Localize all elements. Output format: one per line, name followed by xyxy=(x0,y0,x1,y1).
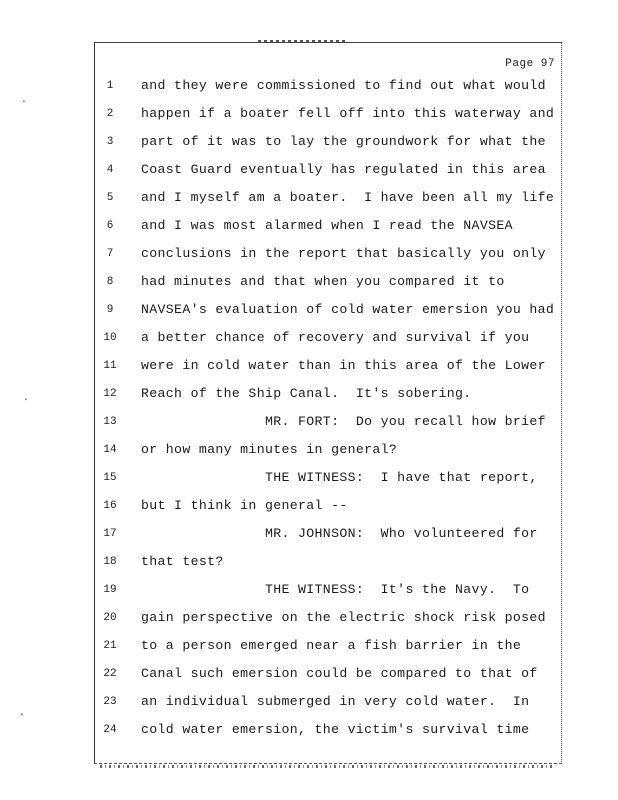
transcript-line: to a person emerged near a fish barrier in the xyxy=(141,638,522,653)
line-number: 13 xyxy=(103,416,117,428)
transcript-line: MR. FORT: Do you recall how brief xyxy=(141,414,546,429)
line-number: 9 xyxy=(106,304,114,316)
transcript-line: NAVSEA's evaluation of cold water emersion you had xyxy=(141,302,555,317)
line-number: 12 xyxy=(103,388,117,400)
line-number: 5 xyxy=(106,192,114,204)
transcript-line: gain perspective on the electric shock risk posed xyxy=(141,610,546,625)
line-number: 2 xyxy=(106,108,114,120)
scan-speck-mark: ⸱ xyxy=(24,393,28,409)
line-number: 24 xyxy=(103,724,117,736)
line-number: 8 xyxy=(106,276,114,288)
transcript-line: but I think in general -- xyxy=(141,498,348,513)
line-number: 3 xyxy=(106,136,114,148)
transcript-line: that test? xyxy=(141,554,224,569)
line-number: 21 xyxy=(103,640,117,652)
transcript-line: MR. JOHNSON: Who volunteered for xyxy=(141,526,538,541)
transcript-line: Coast Guard eventually has regulated in this area xyxy=(141,162,546,177)
line-number: 1 xyxy=(106,80,114,92)
transcript-line: Reach of the Ship Canal. It's sobering. xyxy=(141,386,472,401)
transcript-line: and they were commissioned to find out what would xyxy=(141,78,546,93)
transcript-line: conclusions in the report that basically you only xyxy=(141,246,546,261)
transcript-page-frame xyxy=(94,42,562,764)
line-number: 23 xyxy=(103,696,117,708)
transcript-line: THE WITNESS: It's the Navy. To xyxy=(141,582,530,597)
transcript-line: happen if a boater fell off into this waterway and xyxy=(141,106,555,121)
scan-speck-mark: ⸱ xyxy=(22,95,26,111)
page-number: Page 97 xyxy=(505,58,555,70)
scan-artifact-bottom xyxy=(100,765,555,768)
transcript-line: a better chance of recovery and survival if you xyxy=(141,330,530,345)
transcript-line: had minutes and that when you compared it to xyxy=(141,274,505,289)
transcript-line: were in cold water than in this area of the Lower xyxy=(141,358,546,373)
scan-speck-mark: ⸱ xyxy=(20,708,24,724)
transcript-line: Canal such emersion could be compared to that of xyxy=(141,666,538,681)
line-number: 16 xyxy=(103,500,117,512)
line-number: 6 xyxy=(106,220,114,232)
transcript-line: THE WITNESS: I have that report, xyxy=(141,470,538,485)
transcript-line: and I was most alarmed when I read the NAVSEA xyxy=(141,218,513,233)
transcript-line: and I myself am a boater. I have been all my life xyxy=(141,190,555,205)
line-number: 18 xyxy=(103,556,117,568)
line-number: 11 xyxy=(103,360,117,372)
line-number: 22 xyxy=(103,668,117,680)
line-number: 7 xyxy=(106,248,114,260)
line-number: 10 xyxy=(103,332,117,344)
transcript-line: part of it was to lay the groundwork for what the xyxy=(141,134,546,149)
transcript-line: or how many minutes in general? xyxy=(141,442,398,457)
line-number: 20 xyxy=(103,612,117,624)
line-number: 19 xyxy=(103,584,117,596)
line-number: 4 xyxy=(106,164,114,176)
line-number: 14 xyxy=(103,444,117,456)
transcript-line: an individual submerged in very cold water. In xyxy=(141,694,530,709)
line-number: 17 xyxy=(103,528,117,540)
transcript-line: cold water emersion, the victim's survival time xyxy=(141,722,530,737)
line-number: 15 xyxy=(103,472,117,484)
